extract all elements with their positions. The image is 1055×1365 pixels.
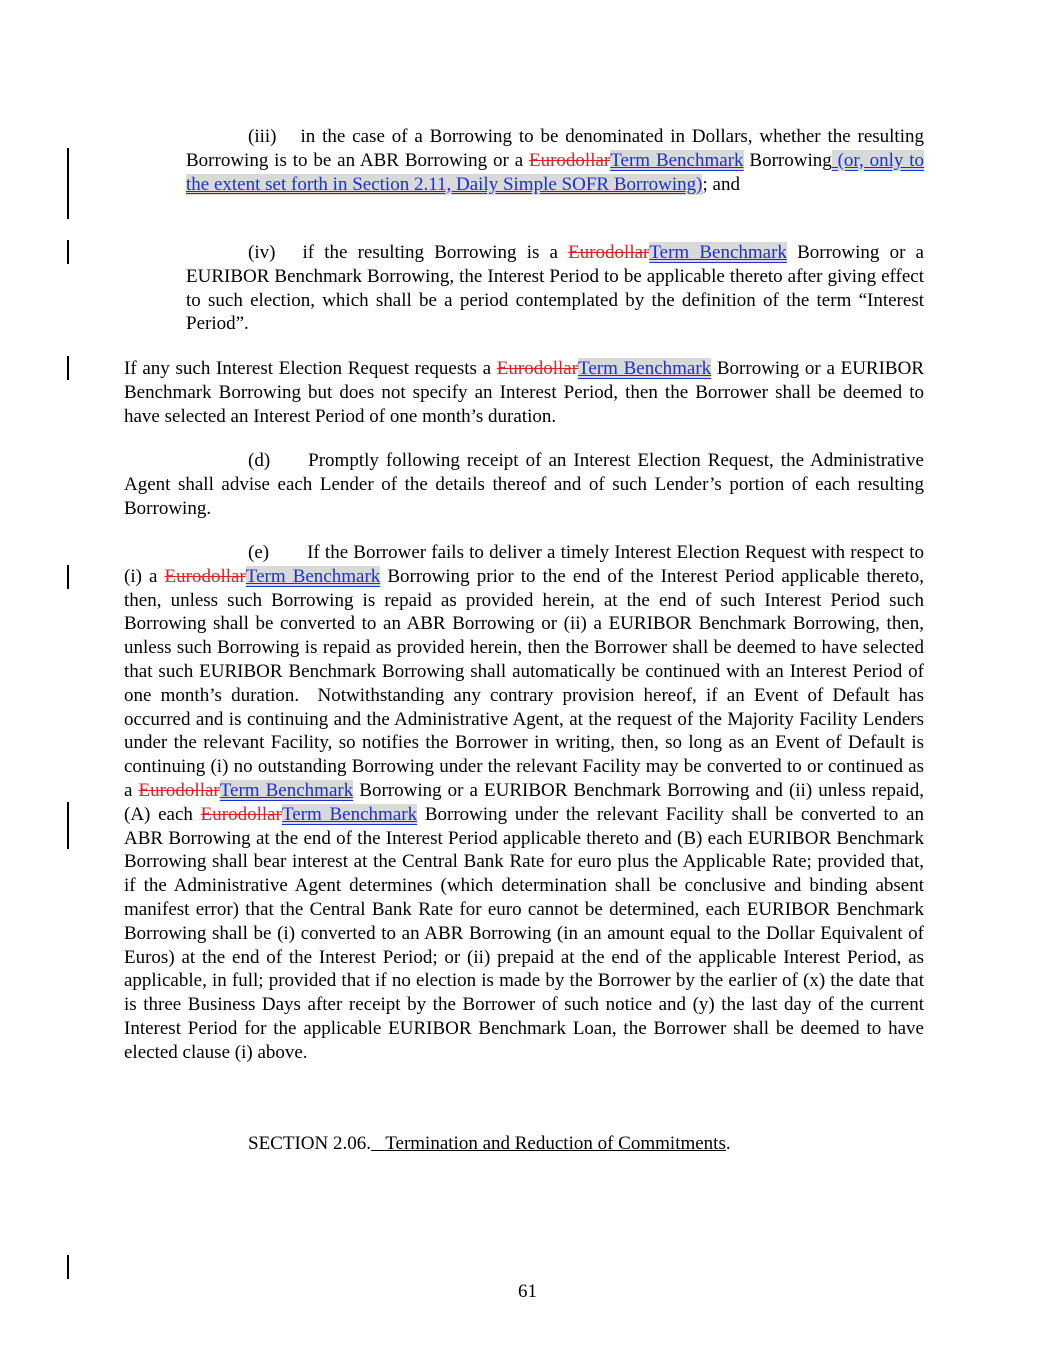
- page-number: 61: [518, 1281, 537, 1302]
- inserted-text: Term Benchmark: [649, 242, 787, 263]
- section-title: Termination and Reduction of Commitments: [385, 1133, 726, 1154]
- clause-number: (e): [248, 542, 270, 563]
- change-bar: [67, 356, 69, 380]
- clause-number: (d): [248, 450, 271, 471]
- clause-e: [124, 541, 924, 1065]
- clause-iii: [186, 125, 924, 196]
- clause-d: [124, 449, 924, 520]
- change-bar: [67, 1255, 69, 1279]
- inserted-text: Term Benchmark: [245, 565, 381, 587]
- inserted-text: (or, only to the extent set forth in Section 2.11, Daily Simple SOFR Borrowing): [186, 149, 924, 195]
- inserted-text: Term Benchmark: [578, 358, 712, 379]
- deleted-text: Eurodollar: [568, 242, 650, 263]
- clause-text: Borrowing or a EURIBOR Benchmark Borrowing, the Interest Period to be applicable thereto after giving effect to such election, which shall be a period contemplated by the definition of the term “Interest Period”.: [186, 242, 924, 335]
- inserted-text: Term Benchmark: [610, 149, 744, 171]
- section-title-end: .: [725, 1133, 731, 1154]
- clause-text: Promptly following receipt of an Interest Election Request, the Administrative Agent shall advise each Lender of the details thereof and of such Lender’s portion of each resulting Borrowing.: [124, 450, 924, 519]
- inserted-text: Term Benchmark: [281, 803, 418, 825]
- clause-text: Borrowing or a EURIBOR Benchmark Borrowing and (ii) unless repaid, (A) each: [124, 779, 924, 825]
- deleted-text: Eurodollar: [529, 149, 611, 171]
- section-gap: [371, 1133, 385, 1154]
- clause-text: Borrowing: [743, 149, 832, 171]
- clause-number: (iv): [248, 242, 276, 263]
- clause-number: (iii): [248, 126, 277, 147]
- change-bar: [67, 148, 69, 219]
- inserted-text: Term Benchmark: [219, 779, 354, 801]
- section-label: SECTION 2.06.: [248, 1133, 371, 1154]
- change-bar: [67, 565, 69, 589]
- paragraph-text: Borrowing or a EURIBOR Benchmark Borrowing but does not specify an Interest Period, then the Borrower shall be deemed to have selected an Interest Period of one month’s duration.: [124, 358, 924, 427]
- clause-iv: [186, 241, 924, 336]
- paragraph-default-interest-period: [124, 357, 924, 428]
- section-heading: [248, 1132, 731, 1156]
- deleted-text: Eurodollar: [164, 565, 246, 587]
- change-bar: [67, 802, 69, 849]
- paragraph-text: If any such Interest Election Request requests a: [124, 358, 497, 379]
- clause-text: ; and: [702, 173, 740, 195]
- clause-text: in the case of a Borrowing to be denominated in Dollars, whether the resulting Borrowing is to be an ABR Borrowing or a: [186, 126, 924, 171]
- change-bar: [67, 240, 69, 264]
- clause-text: if the resulting Borrowing is a: [302, 242, 569, 263]
- deleted-text: Eurodollar: [200, 803, 282, 825]
- clause-text: Borrowing under the relevant Facility shall be converted to an ABR Borrowing at the end of the Interest Period applicable thereto and (B) each EURIBOR Benchmark Borrowing shall bear interest at the Central Bank Rate for euro plus the Applicable Rate; provided that, if the Administrative Agent determines (which determination shall be conclusive and binding absent manifest error) that the Central Bank Rate for euro cannot be determined, each EURIBOR Benchmark Borrowing shall be (i) converted to an ABR Borrowing (in an amount equal to the Dollar Equivalent of Euros) at the end of the Interest Period; or (ii) prepaid at the end of the applicable Interest Period, as applicable, in full; provided that if no election is made by the Borrower by the earlier of (x) the date that is three Business Days after receipt by the Borrower of such notice and (y) the last day of the current Interest Period for the applicable EURIBOR Benchmark Loan, the Borrower shall be deemed to have elected clause (i) above.: [124, 803, 924, 1063]
- deleted-text: Eurodollar: [496, 358, 579, 379]
- deleted-text: Eurodollar: [138, 779, 220, 801]
- clause-text: Borrowing prior to the end of the Interest Period applicable thereto, then, unless such Borrowing is repaid as provided herein, at the end of such Interest Period such Borrowing shall be converted to an ABR Borrowing or (ii) a EURIBOR Benchmark Borrowing, then, unless such Borrowing is repaid as provided herein, then the Borrower shall be deemed to have selected that such EURIBOR Benchmark Borrowing shall automatically be continued with an Interest Period of one month’s duration. Notwithstanding any contrary provision hereof, if an Event of Default has occurred and is continuing and the Administrative Agent, at the request of the Majority Facility Lenders under the relevant Facility, so notifies the Borrower in writing, then, so long as an Event of Default is continuing (i) no outstanding Borrowing under the relevant Facility may be converted to or continued as a: [124, 565, 924, 801]
- clause-text: If the Borrower fails to deliver a timely Interest Election Request with respect to (i) a: [124, 542, 924, 587]
